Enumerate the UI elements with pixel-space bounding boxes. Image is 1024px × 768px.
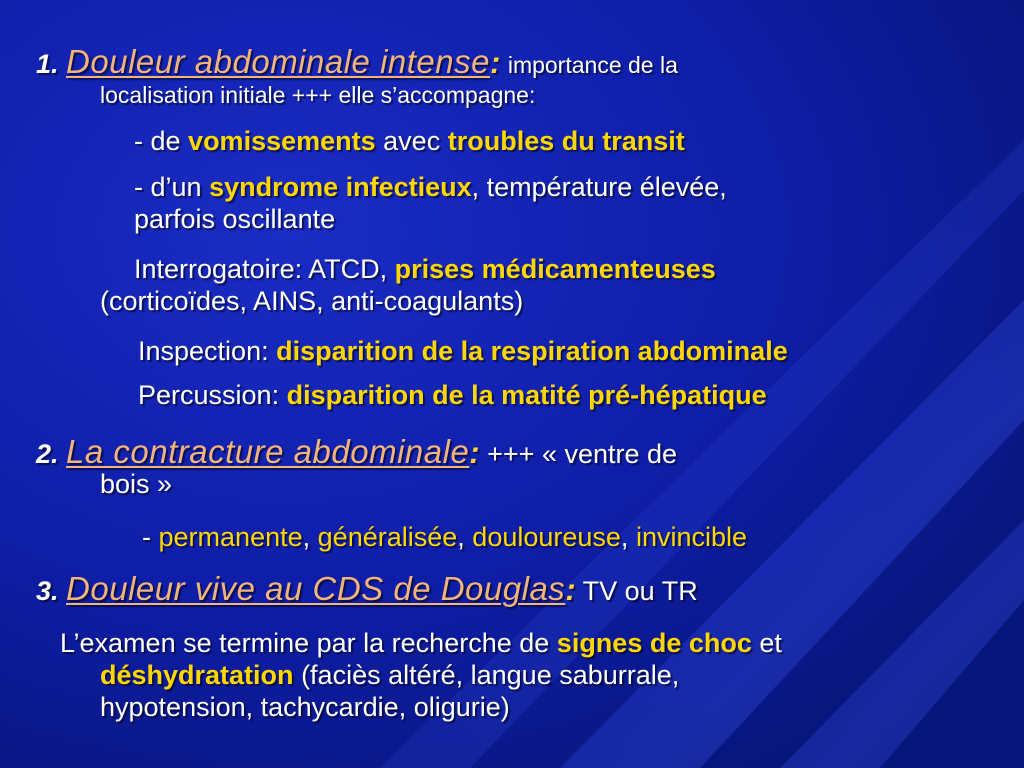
point-1-intro-text: importance de la — [507, 52, 678, 78]
percussion-prefix: Percussion: — [138, 380, 280, 410]
inspection-line — [138, 335, 788, 367]
contracture-features — [142, 521, 747, 553]
conclusion-signs-cont: hypotension, tachycardie, oligurie) — [100, 692, 510, 722]
symptom-infection-suffix: , température élevée, — [471, 172, 727, 202]
symptom-vomiting-term: vomissements — [188, 126, 376, 156]
contracture-dash: - — [142, 522, 151, 552]
point-2-intro-text-cont: bois » — [100, 469, 173, 499]
symptom-infection-prefix: - d’un — [134, 172, 202, 202]
point-3-number: 3. — [36, 576, 59, 606]
symptom-infection — [134, 171, 727, 235]
history-line — [100, 253, 716, 317]
feature-separator: , — [620, 522, 629, 552]
point-2-intro-text: +++ « ventre de — [487, 439, 678, 469]
conclusion-term-shock: signes de choc — [556, 628, 752, 658]
feature-generalized: généralisée — [317, 522, 458, 552]
point-1-heading: Douleur abdominale intense — [66, 43, 490, 80]
history-prefix: Interrogatoire: ATCD, — [134, 254, 388, 284]
conclusion-prefix: L’examen se termine par la recherche de — [60, 628, 550, 658]
feature-invincible: invincible — [635, 522, 748, 552]
point-3 — [36, 570, 698, 607]
point-1-intro-text-cont: localisation initiale +++ elle s’accompagne: — [100, 82, 536, 108]
point-1 — [36, 43, 678, 111]
symptom-vomiting-connector: avec — [383, 126, 441, 156]
conclusion — [60, 627, 782, 723]
point-1-number: 1. — [36, 49, 59, 79]
point-1-colon: : — [489, 45, 501, 80]
point-3-intro-text: TV ou TR — [582, 576, 698, 606]
inspection-prefix: Inspection: — [138, 336, 269, 366]
symptom-transit-term: troubles du transit — [447, 126, 685, 156]
feature-permanent: permanente — [158, 522, 303, 552]
percussion-term: disparition de la matité pré-hépatique — [286, 380, 767, 410]
feature-separator: , — [302, 522, 311, 552]
symptom-infection-term: syndrome infectieux — [209, 172, 472, 202]
point-3-colon: : — [565, 572, 576, 607]
feature-separator: , — [457, 522, 465, 552]
conclusion-signs: (faciès altéré, langue saburrale, — [301, 660, 680, 690]
point-2-colon: : — [469, 435, 480, 470]
conclusion-connector: et — [759, 628, 782, 658]
symptom-vomiting-prefix: - de — [134, 126, 181, 156]
point-2 — [36, 433, 678, 500]
history-cont: (corticoïdes, AINS, anti-coagulants) — [100, 286, 524, 316]
inspection-term: disparition de la respiration abdominale — [276, 336, 788, 366]
point-2-heading: La contracture abdominale — [66, 433, 470, 470]
feature-painful: douloureuse — [472, 522, 621, 552]
point-2-number: 2. — [36, 439, 59, 469]
point-3-heading: Douleur vive au CDS de Douglas — [66, 570, 566, 607]
history-term: prises médicamenteuses — [394, 254, 716, 284]
percussion-line — [138, 379, 767, 411]
conclusion-term-dehydration: déshydratation — [100, 660, 294, 690]
symptom-vomiting — [134, 125, 685, 157]
symptom-infection-cont: parfois oscillante — [134, 204, 336, 234]
